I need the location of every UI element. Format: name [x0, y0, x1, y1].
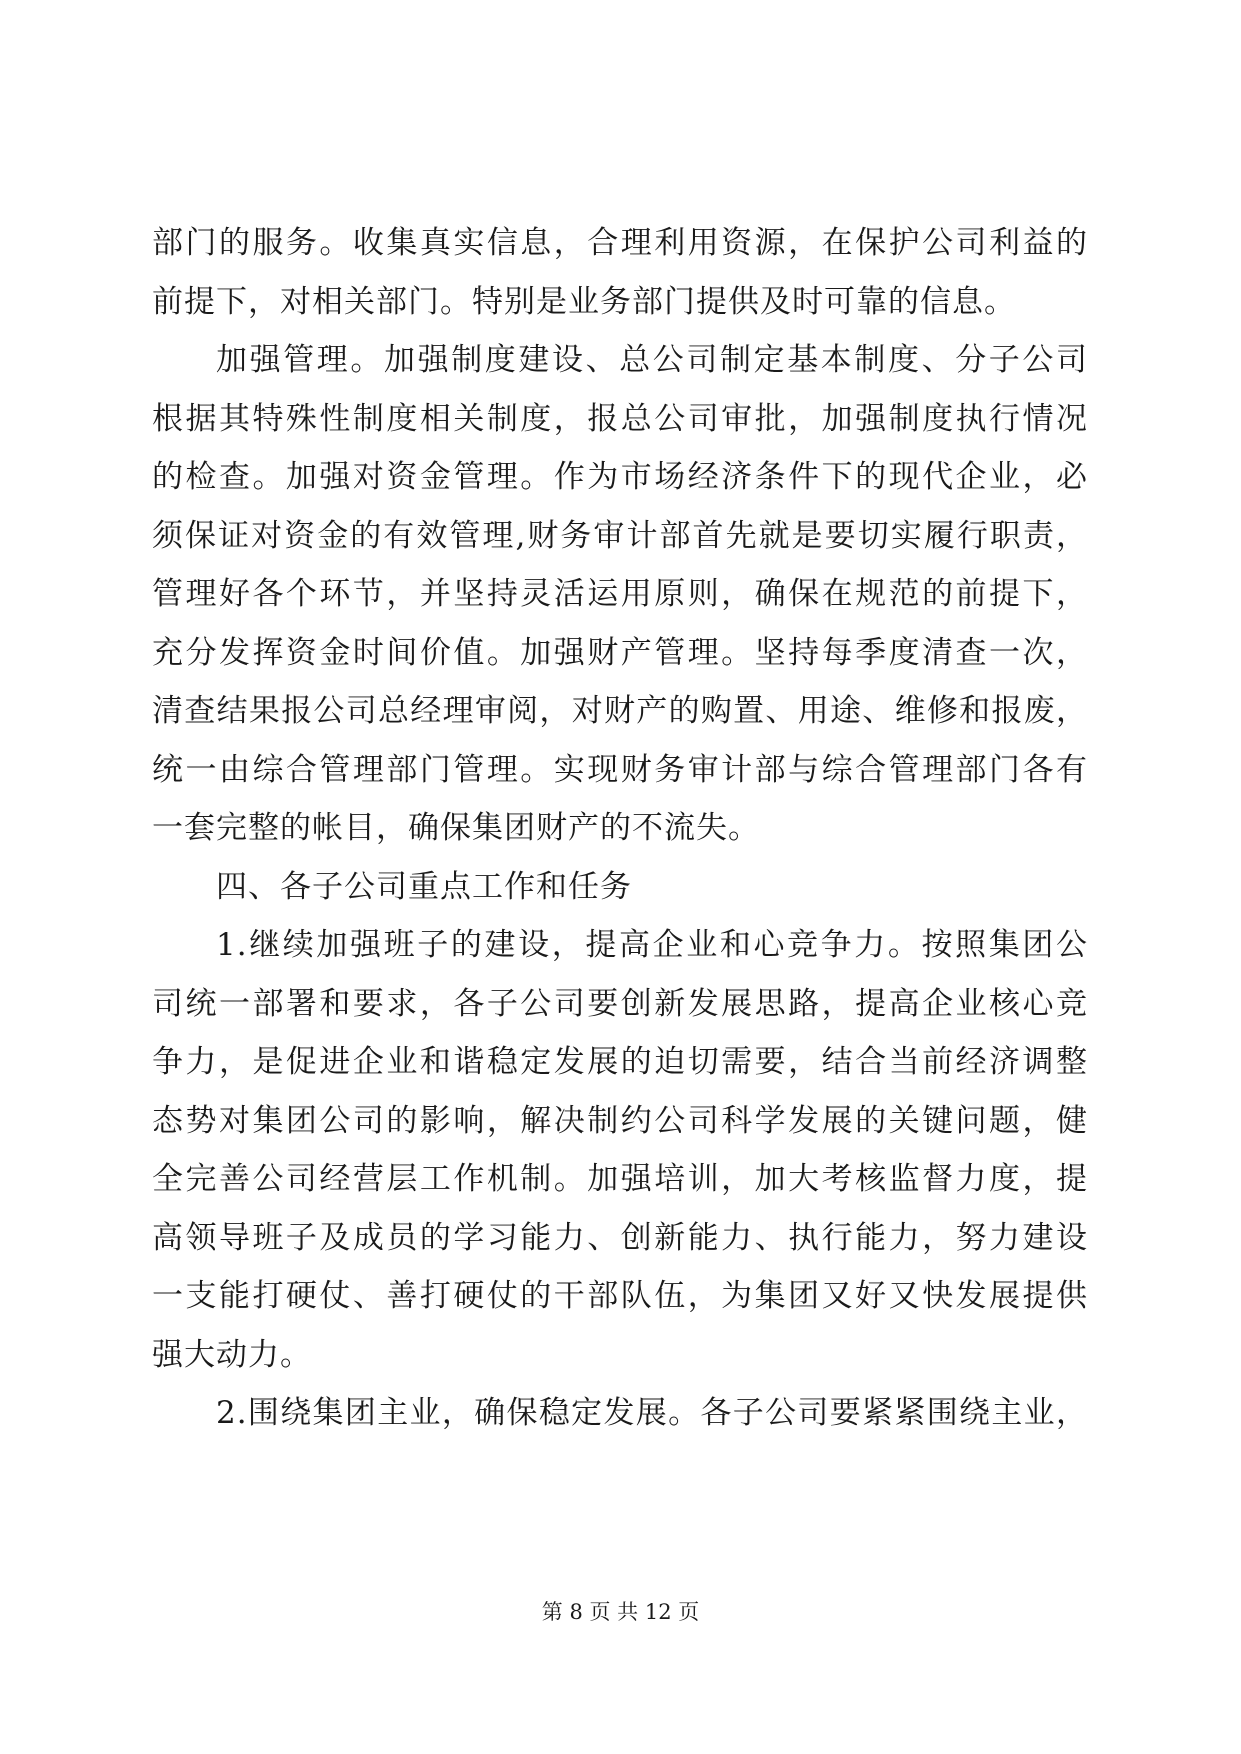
text-line: 根据其特殊性制度相关制度，报总公司审批，加强制度执行情况 [152, 400, 1088, 437]
text-line: 态势对集团公司的影响，解决制约公司科学发展的关键问题，健 [152, 1102, 1088, 1139]
text-line: 1.继续加强班子的建设，提高企业和心竞争力。按照集团公 [216, 927, 1088, 963]
text-line: 争力，是促进企业和谐稳定发展的迫切需要，结合当前经济调整 [152, 1044, 1088, 1080]
text-line: 的检查。加强对资金管理。作为市场经济条件下的现代企业，必 [152, 459, 1088, 495]
text-line: 全完善公司经营层工作机制。加强培训，加大考核监督力度，提 [152, 1161, 1088, 1197]
text-line: 司统一部署和要求，各子公司要创新发展思路，提高企业核心竞 [152, 985, 1088, 1022]
text-line: 加强管理。加强制度建设、总公司制定基本制度、分子公司 [216, 342, 1088, 378]
text-line: 部门的服务。收集真实信息，合理利用资源，在保护公司利益的 [152, 225, 1088, 261]
text-line: 一支能打硬仗、善打硬仗的干部队伍，为集团又好又快发展提供 [152, 1278, 1088, 1314]
text-line: 统一由综合管理部门管理。实现财务审计部与综合管理部门各有 [152, 751, 1088, 788]
text-line: 四、各子公司重点工作和任务 [216, 868, 632, 905]
text-line: 管理好各个环节，并坚持灵活运用原则，确保在规范的前提下， [152, 576, 1088, 612]
text-line: 一套完整的帐目，确保集团财产的不流失。 [152, 810, 760, 846]
page-footer: 第 8 页 共 12 页 [541, 1600, 700, 1624]
text-line: 前提下，对相关部门。特别是业务部门提供及时可靠的信息。 [152, 283, 1016, 320]
text-line: 强大动力。 [152, 1336, 312, 1373]
text-line: 2.围绕集团主业，确保稳定发展。各子公司要紧紧围绕主业， [216, 1395, 1088, 1431]
text-line: 须保证对资金的有效管理,财务审计部首先就是要切实履行职责， [152, 517, 1088, 554]
text-line: 充分发挥资金时间价值。加强财产管理。坚持每季度清查一次， [152, 634, 1088, 671]
text-line: 高领导班子及成员的学习能力、创新能力、执行能力，努力建设 [152, 1219, 1088, 1256]
text-line: 清查结果报公司总经理审阅，对财产的购置、用途、维修和报废， [152, 693, 1088, 729]
document-body [152, 225, 1088, 1457]
